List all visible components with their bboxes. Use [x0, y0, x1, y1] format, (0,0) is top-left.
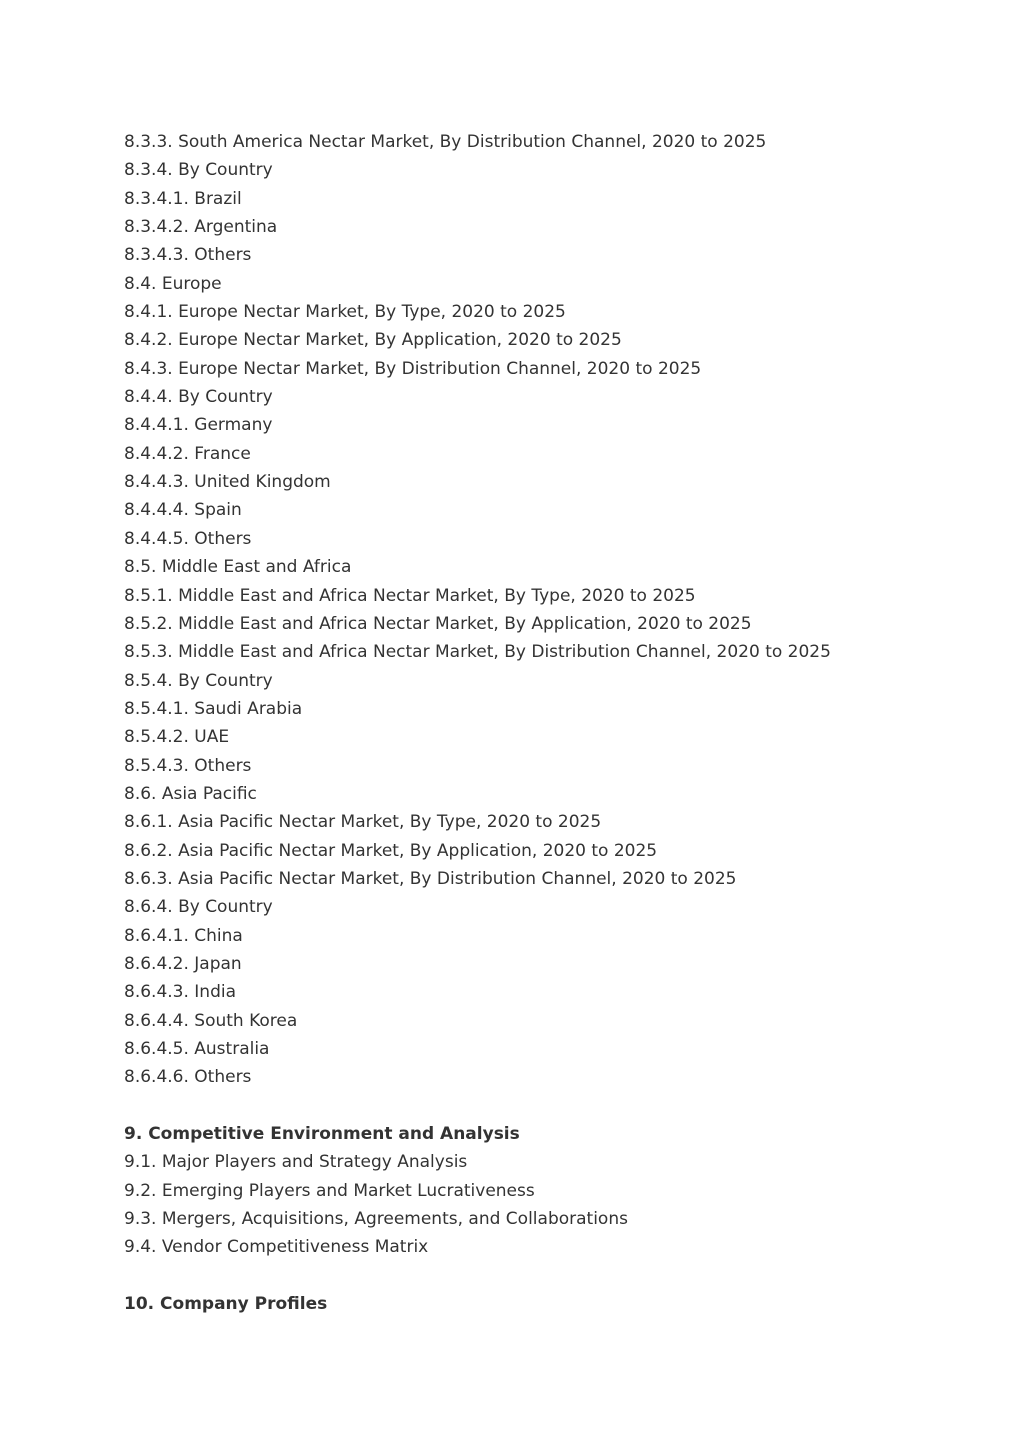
toc-item: 8.5.3. Middle East and Africa Nectar Market, By Distribution Channel, 2020 to 2025 [124, 642, 831, 663]
toc-item: 8.6.4.1. China [124, 925, 243, 946]
toc-item: 8.4.1. Europe Nectar Market, By Type, 2020 to 2025 [124, 302, 566, 323]
toc-item: 8.4.4. By Country [124, 387, 273, 408]
toc-item: 8.6.4.2. Japan [124, 953, 242, 974]
toc-item: 8.4.2. Europe Nectar Market, By Application, 2020 to 2025 [124, 330, 622, 351]
toc-item: 8.6.4.6. Others [124, 1067, 252, 1088]
section-heading: 10. Company Profiles [124, 1294, 328, 1315]
toc-item: 8.5.4.1. Saudi Arabia [124, 698, 303, 719]
toc-item: 8.6.4. By Country [124, 897, 273, 918]
toc-item: 8.5.1. Middle East and Africa Nectar Market, By Type, 2020 to 2025 [124, 585, 696, 606]
toc-item: 8.3.4.2. Argentina [124, 217, 278, 238]
toc-item: 8.6.4.5. Australia [124, 1039, 270, 1059]
toc-item: 8.5.4.3. Others [124, 755, 252, 776]
toc-block-section-8 [124, 128, 964, 1092]
toc-item: 8.5.4.2. UAE [124, 727, 230, 748]
toc-item: 8.4.4.3. United Kingdom [124, 472, 331, 493]
toc-item: 8.3.4. By Country [124, 160, 273, 181]
toc-item: 8.4.4.4. Spain [124, 500, 242, 521]
table-of-contents [124, 128, 964, 1318]
toc-item: 8.6.3. Asia Pacific Nectar Market, By Distribution Channel, 2020 to 2025 [124, 868, 737, 889]
toc-item: 8.4.3. Europe Nectar Market, By Distribution Channel, 2020 to 2025 [124, 358, 702, 379]
toc-item: 8.5.2. Middle East and Africa Nectar Market, By Application, 2020 to 2025 [124, 613, 752, 634]
toc-item: 8.6.4.3. India [124, 982, 237, 1003]
toc-section-9 [124, 1120, 964, 1262]
toc-item: 8.6.2. Asia Pacific Nectar Market, By Application, 2020 to 2025 [124, 840, 658, 861]
section-heading: 9. Competitive Environment and Analysis [124, 1124, 520, 1145]
toc-item: 9.3. Mergers, Acquisitions, Agreements, and Collaborations [124, 1209, 628, 1230]
toc-item: 8.5. Middle East and Africa [124, 557, 352, 578]
toc-item: 9.1. Major Players and Strategy Analysis [124, 1152, 468, 1173]
toc-item: 8.3.3. South America Nectar Market, By Distribution Channel, 2020 to 2025 [124, 132, 767, 152]
toc-item: 9.2. Emerging Players and Market Lucrativeness [124, 1180, 535, 1201]
toc-item: 8.4.4.5. Others [124, 528, 252, 549]
section-spacer [124, 1262, 964, 1290]
toc-item: 8.3.4.1. Brazil [124, 188, 242, 209]
toc-section-10 [124, 1290, 964, 1318]
toc-item: 8.5.4. By Country [124, 670, 273, 691]
toc-item: 8.3.4.3. Others [124, 245, 252, 266]
toc-item: 8.4. Europe [124, 273, 222, 294]
toc-item: 8.4.4.1. Germany [124, 415, 273, 436]
toc-item: 8.6. Asia Pacific [124, 783, 257, 804]
toc-item: 8.6.1. Asia Pacific Nectar Market, By Type, 2020 to 2025 [124, 812, 602, 833]
section-spacer [124, 1092, 964, 1120]
toc-item: 8.4.4.2. France [124, 443, 251, 464]
toc-item: 9.4. Vendor Competitiveness Matrix [124, 1237, 429, 1258]
toc-item: 8.6.4.4. South Korea [124, 1010, 298, 1031]
